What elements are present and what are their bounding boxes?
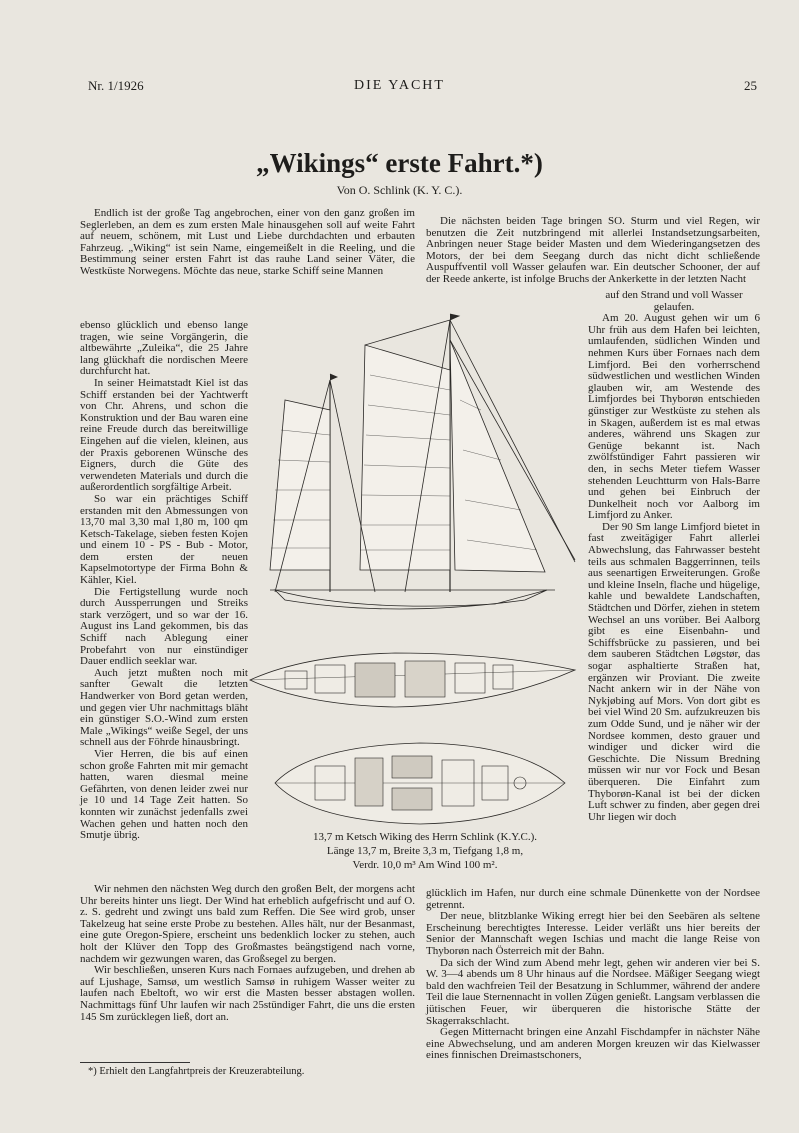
paragraph: So war ein prächtiges Schiff erstanden mit den Abmessungen von 13,70 mal 3,30 mal 1,80 m, 100 qm Ketsch-Takelage, sieben festen Kojen und einem 10 - PS - Bub - Motor, dem ersten der neuen Kapselmotortype der Firma Bohn & Kähler, Kiel. (80, 492, 248, 587)
footnote: *) Erhielt den Langfahrtpreis der Kreuzerabteilung. (88, 1066, 305, 1077)
paragraph: glücklich im Hafen, nur durch eine schmale Dünenkette von der Nordsee getrennt. (426, 887, 760, 911)
caption-line: Länge 13,7 m, Breite 3,3 m, Tiefgang 1,8 m, (326, 845, 524, 857)
paragraph: Auch jetzt mußten noch mit sanfter Gewalt die letzten Handwerker von Bord getan werden, und gegen vier Uhr nachmittags bläht ein günstiger S.O.-Wind zum ersten Male „Wikings“ weiße Segel, der uns schnell aus der Föhrde hinausbringt. (80, 666, 248, 749)
magazine-title: DIE YACHT (354, 78, 445, 93)
paragraph: Die Fertigstellung wurde noch durch Aussperrungen und Streiks stark verzögert, und so war der 16. August ins Land gekommen, bis das Schiff nach Ablegung einer Probefahrt von nur einstündiger Dauer endlich seeklar war. (80, 585, 248, 668)
paragraph: In seiner Heimatstadt Kiel ist das Schiff erstanden bei der Yachtwerft von Chr. Ahrens, und schon die Konstruktion und der Bau waren eine reine Freude durch das bereitwillige Eingehen auf die vielen, kleinen, aus der Praxis geborenen Wünsche des Eigners, durch die Güte des verwendeten Materials und durch die außerordentlich sorgfältige Arbeit. (80, 376, 248, 494)
paragraph: auf den Strand und voll Wasser gelaufen. (605, 289, 743, 313)
col1-bottom (80, 884, 415, 1023)
issue-number: Nr. 1/1926 (88, 78, 144, 93)
sail-plan-drawing (245, 300, 585, 620)
col2-bottom (426, 888, 760, 1062)
paragraph: Wir beschließen, unseren Kurs nach Fornaes aufzugeben, und drehen ab auf Ljushage, Samsø, um westlich Samsø in ruhigem Wasser weiter zu laufen nach Ebeltoft, wo wir erst die Masten besser abstagen wollen. Nachmittags fünf Uhr laufen wir nach 25stündiger Fahrt, die uns die ersten 145 Sm zurücklegen ließ, dort an. (80, 964, 415, 1023)
deck-plan-drawing (270, 738, 570, 828)
caption-line: 13,7 m Ketsch Wiking des Herrn Schlink (K.Y.C.). (312, 831, 538, 843)
article-byline: Von O. Schlink (K. Y. C.). (336, 183, 463, 197)
footnote-rule (80, 1062, 190, 1063)
paragraph: ebenso glücklich und ebenso lange tragen, wie seine Vorgängerin, die altbewährte „Zuleika“, die 25 Jahre lang glückhaft die nordischen Meere durchfurcht hat. (80, 319, 248, 378)
paragraph: Der neue, blitzblanke Wiking erregt hier bei den Seebären als seltene Erscheinung berechtigtes Interesse. Leider verläßt uns hier bereits der Senior der Mannschaft wegen Ischias und macht die lange Reise von Thyborøn nach Österreich mit der Bahn. (426, 910, 760, 957)
paragraph: Am 20. August gehen wir um 6 Uhr früh aus dem Hafen bei leichten, umlaufenden, südlichen Winden und nehmen Kurs über Fornaes nach dem Limfjord. Bei den vorherrschend südwestlichen und westlichen Winden glauben wir, am Westende des Limfjordes bei Thyborøn entschieden günstiger zur Westküste zu stehen als in Skagen, außerdem ist es mal etwas anderes, während uns Skagen zur Genüge bekannt ist. Nach zwölfstündiger Fahrt passieren wir den, in sechs Meter tiefem Wasser stehenden Leuchtturm von Hals-Barre und gehen bei Einbruch der Dunkelheit noch vor Aalborg im Limfjord zu Anker. (588, 312, 760, 522)
interior-plan-drawing (245, 645, 585, 715)
paragraph: Endlich ist der große Tag angebrochen, einer von den ganz großen im Seglerleben, an dem es zum ersten Male hinausgehen soll auf weite Fahrt auf neuem, schönem, mit Lust und Liebe durchdachten und erbauten Fahrzeug. „Wiking“ ist sein Name, eingemeißelt in die Reeling, und die Bestimmung seiner ersten Fahrt ist das rauhe Land seiner Väter, die Westküste Norwegens. Möchte das neue, starke Schiff seine Mannen (80, 207, 415, 277)
col2-top (426, 216, 760, 286)
col2-narrow (588, 290, 760, 823)
paragraph: Gegen Mitternacht bringen eine Anzahl Fischdampfer in nächster Nähe eine Abwechselung, und am anderen Morgen kreuzen wir das Kielwasser eines finnischen Dreimastschoners, (426, 1026, 760, 1062)
page-number: 25 (744, 78, 757, 93)
paragraph: Da sich der Wind zum Abend mehr legt, gehen wir anderen vier bei S. W. 3—4 abends um 8 Uhr hinaus auf die Nordsee. Mäßiger Seegang wiegt bald den wachfreien Teil der Besatzung in Schlummer, während der andere Teil die laue Sternennacht in vollen Zügen genießt. Langsam verblassen die jütischen Feuer, wir überqueren die historische Stätte der Skagerrakschlacht. (426, 956, 760, 1027)
paragraph: Wir nehmen den nächsten Weg durch den großen Belt, der morgens acht Uhr bereits hinter uns liegt. Der Wind hat erheblich aufgefrischt und auf O. z. S. gedreht und zwingt uns bald zum Reffen. Die See wird grob, unser Takelzeug hat seine erste Probe zu bestehen. Alles hält, nur der Besanmast, eine gute Oregon-Spiere, erscheint uns bedenklich locker zu stehen, auch holt der Klüver den Topp des Großmastes beängstigend nach vorne, nachdem wir gezwungen waren, das Großsegel zu bergen. (80, 883, 415, 965)
paragraph: Der 90 Sm lange Limfjord bietet in fast zweitägiger Fahrt allerlei Abwechslung, das Fahrwasser besteht teils aus schmalen Baggerrinnen, teils aus seenartigen Erweiterungen. Große und kleine Inseln, flache und hügelige, kahle und bewaldete Landschaften, Städtchen und Dörfer, ziehen in stetem Wechsel an uns vorüber. Bei Aalborg gibt es eine Eisenbahn- und Schiffsbrücke zu passieren, und bei dem sauberen Städtchen Løgstør, das sogar asphaltierte Straßen hat, ergänzen wir Proviant. Die zweite Nacht ankern wir in der Nähe von Nykjøbing auf Mors. Von dort gibt es bei viel Wind 20 Sm. aufzukreuzen bis zum Odde Sund, und je näher wir der Nordsee kommen, desto grauer und windiger und dicker wird die Geschichte. Die Nissum Bredning müssen wir nur vor Fock und Besan überqueren. Die Einfahrt zum Thyborøn-Kanal ist bei der dicken Luft schwer zu finden, aber gegen drei Uhr liegen wir doch (588, 520, 760, 823)
paragraph: Vier Herren, die bis auf einen schon große Fahrten mit mir gemacht hatten, waren diesmal meine Gefährten, von denen leider zwei nur je 10 und 14 Tage Zeit hatten. So konnten wir zunächst jedenfalls zwei Wachen gehen und hatten noch den Smutje übrig. (80, 747, 248, 842)
col1-intro (80, 208, 415, 278)
caption-line: Verdr. 10,0 m³ Am Wind 100 m². (352, 859, 498, 871)
figure-caption (270, 830, 580, 872)
col1-narrow (80, 320, 248, 842)
paragraph: Die nächsten beiden Tage bringen SO. Sturm und viel Regen, wir benutzen die Zeit nutzbringend mit allerlei Instandsetzungsarbeiten, Anbringen neuer Stage beider Masten und dem Wiederingangsetzen des Motors, der bei dem Seegang durch das nicht dicht schließende Auspuffventil voll Wasser gelaufen war. Ein deutscher Schooner, der auf der Reede ankerte, ist infolge Bruchs der Ankerkette in der letzten Nacht (426, 215, 760, 285)
article-title: „Wikings“ erste Fahrt.*) (256, 148, 543, 178)
